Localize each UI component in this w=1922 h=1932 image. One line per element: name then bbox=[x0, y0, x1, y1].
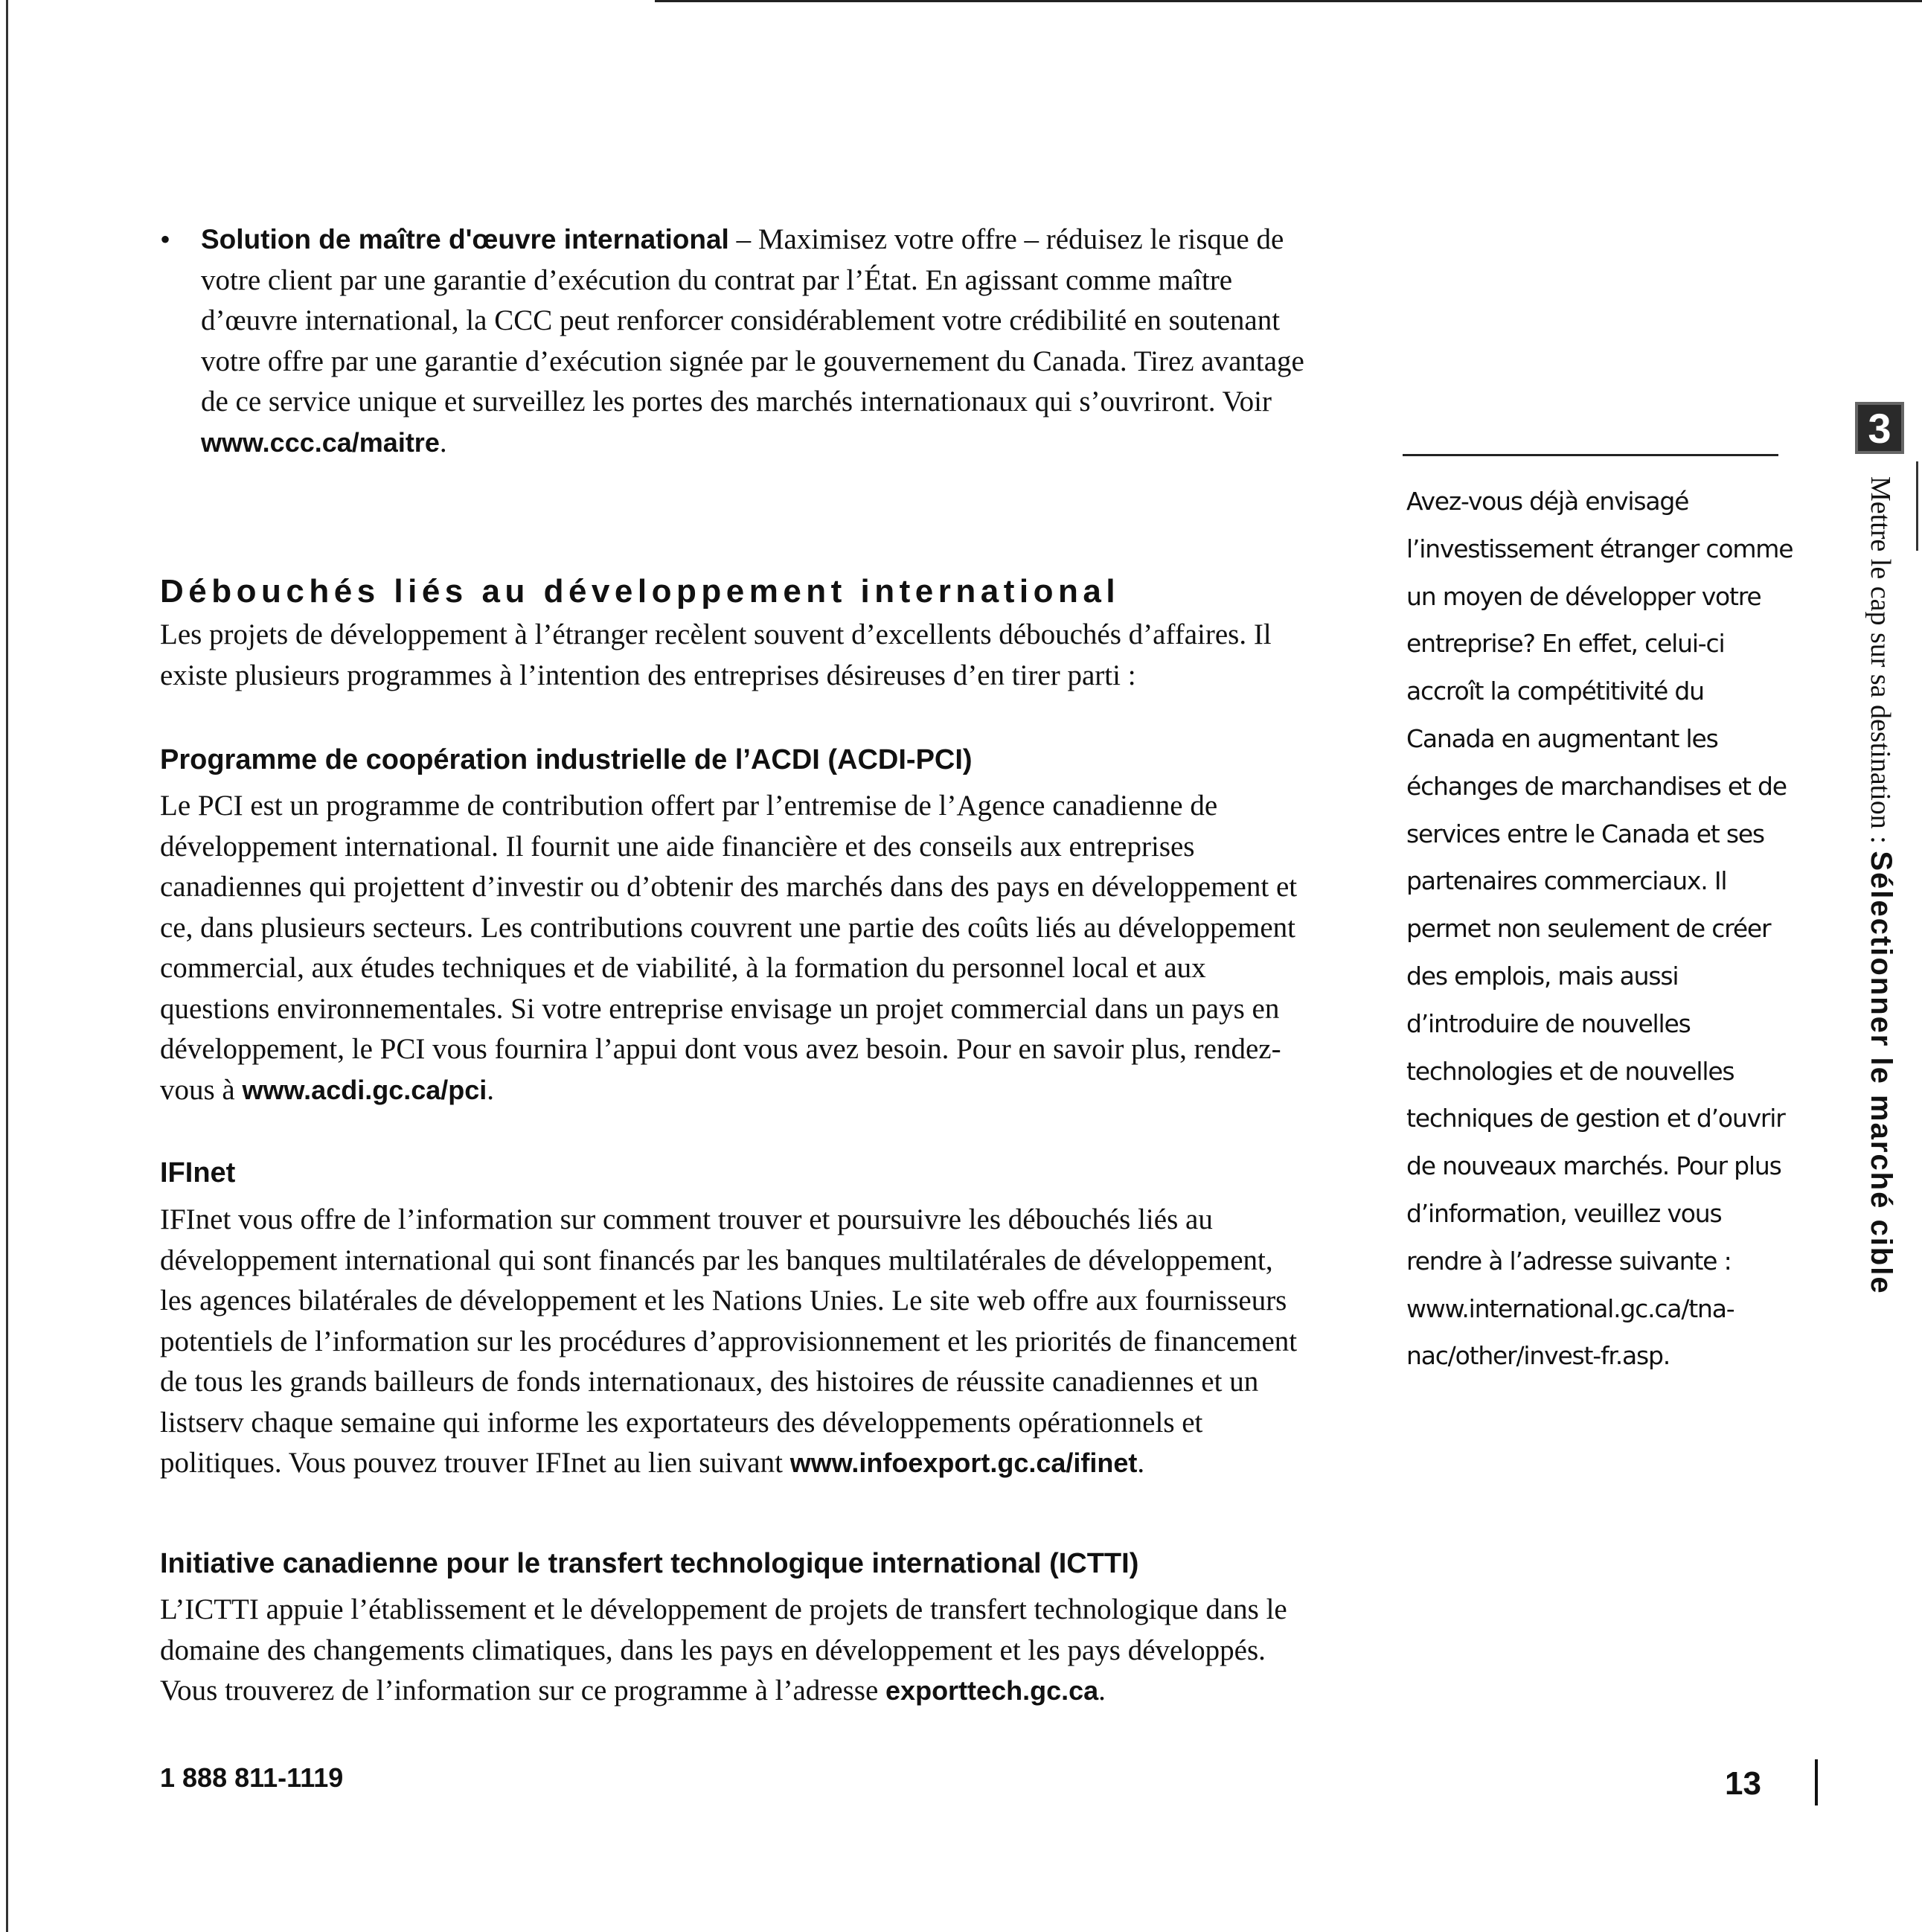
section-intro: Les projets de développement à l’étranger recèlent souvent d’excellents débouchés d’affaires. Il existe plusieurs programmes à l’intention des entreprises désireuses d’en tirer parti : bbox=[160, 618, 1272, 691]
ifinet-end: . bbox=[1137, 1447, 1145, 1479]
acdi-body: Le PCI est un programme de contribution offert par l’entremise de l’Agence canadienne de développement international. Il fournit une aide financière et des conseils aux entreprises canadiennes qui projettent d’investir ou d’obtenir des marchés dans des pays en développement et ce, dans plusieurs secteurs. Les contributions couvrent une partie des coûts liés au développement commercial, aux études techniques et de viabilité, à la formation du personnel local et aux questions environnementales. Si votre entreprise envisage un projet commercial dans un pays en développement, le PCI vous fournira l’appui dont vous avez besoin. Pour en savoir plus, rendez-vous à bbox=[160, 790, 1298, 1106]
ifinet-heading: IFInet bbox=[160, 1157, 236, 1189]
ictti-body: L’ICTTI appuie l’établissement et le développement de projets de transfert technologique dans le domaine des changements climatiques, dans les pays en développement et les pays développés. Vous trouverez de l’information sur ce programme à l’adresse bbox=[160, 1593, 1287, 1707]
top-rule bbox=[655, 0, 1922, 2]
ifinet-link[interactable]: www.infoexport.gc.ca/ifinet bbox=[789, 1448, 1138, 1478]
acdi-heading: Programme de coopération industrielle de l’ACDI (ACDI-PCI) bbox=[160, 744, 973, 775]
ictti-end: . bbox=[1098, 1674, 1106, 1707]
acdi-end: . bbox=[487, 1073, 495, 1106]
chapter-badge: 3 bbox=[1855, 402, 1904, 454]
bullet-item bbox=[160, 220, 1306, 463]
bullet-text bbox=[201, 220, 1306, 463]
ifinet-body: IFInet vous offre de l’information sur comment trouver et poursuivre les débouchés liés au développement international qui sont financés par les banques multilatérales de développement, les agences bilatérales de développement et les Nations Unies. Le site web offre aux fournisseurs potentiels de l’information sur les procédures d’approvisionnement et les priorités de financement de tous les grands bailleurs de fonds internationaux, des histoires de réussite canadiennes et un listserv chaque semaine qui informe les exportateurs des développements opérationnels et politiques. Vous pouvez trouver IFInet au lien suivant bbox=[160, 1203, 1298, 1479]
ccc-link[interactable]: www.ccc.ca/maitre bbox=[201, 426, 440, 458]
bullet-body: – Maximisez votre offre – réduisez le risque de votre client par une garantie d’exécution du contrat par l’État. En agissant comme maître d’œuvre international, la CCC peut renforcer considérablement votre crédibilité en soutenant votre offre par une garantie d’exécution signée par le gouvernement du Canada. Tirez avantage de ce service unique et surveillez les portes des marchés internationaux qui s’ouvriront. Voir bbox=[201, 223, 1304, 418]
left-page-edge bbox=[6, 0, 8, 1932]
right-page-edge bbox=[1916, 461, 1918, 551]
sidebar-rule bbox=[1403, 454, 1778, 456]
ictti-text bbox=[160, 1590, 1310, 1712]
page-number-bar bbox=[1815, 1759, 1818, 1805]
sidebar-text: Avez-vous déjà envisagé l’investissement étranger comme un moyen de développer votre entreprise? En effet, celui-ci accroît la compétitivité du Canada en augmentant les échanges de marchandises et de services entre le Canada et ses partenaires commerciaux. Il permet non seulement de créer des emplois, mais aussi d’introduire de nouvelles technologies et de nouvelles techniques de gestion et d’ouvrir de nouveaux marchés. Pour plus d’information, veuillez vous rendre à l’adresse suivante : www.international.gc.ca/tna-nac/other/invest-fr.asp. bbox=[1406, 487, 1793, 1371]
phone-number: 1 888 811-1119 bbox=[160, 1762, 344, 1793]
ictti-heading: Initiative canadienne pour le transfert technologique international (ICTTI) bbox=[160, 1548, 1139, 1579]
acdi-link[interactable]: www.acdi.gc.ca/pci bbox=[242, 1074, 487, 1105]
page-number: 13 bbox=[1725, 1765, 1761, 1802]
ifinet-text bbox=[160, 1200, 1310, 1484]
section-heading: Débouchés liés au développement international bbox=[160, 573, 1121, 610]
chapter-title-part2: Sélectionner le marché cible bbox=[1865, 851, 1897, 1295]
bullet-title: Solution de maître d'œuvre international bbox=[201, 224, 729, 255]
chapter-title-part1: Mettre le cap sur sa destination : bbox=[1865, 476, 1896, 851]
chapter-title-vertical bbox=[1864, 476, 1897, 1295]
bullet-end: . bbox=[439, 426, 447, 458]
ictti-link[interactable]: exporttech.gc.ca bbox=[885, 1675, 1099, 1706]
bullet-icon: • bbox=[160, 223, 171, 256]
acdi-text bbox=[160, 786, 1310, 1110]
